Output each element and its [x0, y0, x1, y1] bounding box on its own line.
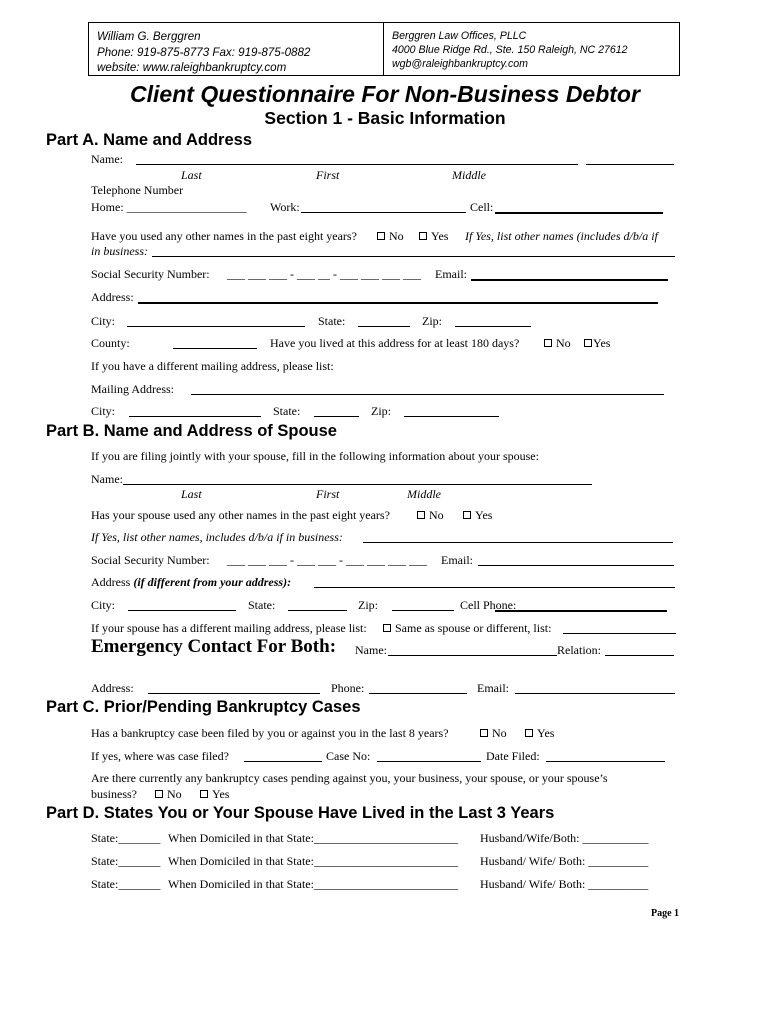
firm-address: 4000 Blue Ridge Rd., Ste. 150 Raleigh, NC 27612	[392, 44, 628, 56]
spouse-ssn-field[interactable]: ___ ___ ___ - ___ ___ - ___ ___ ___ ___	[227, 553, 427, 567]
husband-wife-both-field[interactable]: Husband/Wife/Both: ___________	[480, 831, 649, 845]
first-caption: First	[316, 168, 340, 182]
emergency-relation-input-line[interactable]	[605, 655, 674, 656]
emergency-phone-label: Phone:	[331, 681, 365, 695]
name-input-line[interactable]	[136, 164, 578, 165]
telephone-label: Telephone Number	[91, 183, 184, 197]
mailing-address-label: Mailing Address:	[91, 382, 174, 396]
mailing-zip-input-line[interactable]	[404, 416, 499, 417]
mailing-city-label: City:	[91, 404, 116, 418]
emergency-address-input-line[interactable]	[148, 693, 320, 694]
spouse-email-input-line[interactable]	[478, 565, 674, 566]
attorney-phone: Phone: 919-875-8773 Fax: 919-875-0882	[97, 46, 311, 59]
spouse-intro: If you are filing jointly with your spouse, fill in the following information about your spouse:	[91, 449, 539, 463]
checkbox[interactable]	[155, 790, 163, 798]
email-input-line[interactable]	[471, 279, 668, 281]
emergency-email-label: Email:	[477, 681, 509, 695]
business-question: business?	[91, 787, 137, 801]
spouse-zip-input-line[interactable]	[392, 610, 454, 611]
part-d-heading: Part D. States You or Your Spouse Have Lived in the Last 3 Years	[46, 804, 555, 822]
bankruptcy-filed-question: Has a bankruptcy case been filed by you or against you in the last 8 years?	[91, 726, 449, 740]
spouse-name-label: Name:	[91, 472, 123, 486]
other-names-yes-option[interactable]: Yes	[419, 229, 448, 244]
other-names-input-line[interactable]	[152, 256, 675, 257]
checkbox[interactable]	[200, 790, 208, 798]
state-label: State:	[318, 314, 346, 328]
state-input-line[interactable]	[358, 326, 410, 327]
where-filed-question: If yes, where was case filed?	[91, 749, 229, 763]
address-label: Address:	[91, 290, 134, 304]
spouse-zip-label: Zip:	[358, 598, 378, 612]
section-subtitle: Section 1 - Basic Information	[264, 108, 506, 128]
case-no-input-line[interactable]	[377, 761, 481, 762]
spouse-cell-label: Cell Phone:	[460, 598, 517, 612]
checkbox[interactable]	[383, 624, 391, 632]
spouse-middle-caption: Middle	[407, 487, 441, 501]
state-field[interactable]: State:_______	[91, 831, 161, 845]
attorney-website: website: www.raleighbankruptcy.com	[97, 61, 287, 74]
name-suffix-input-line[interactable]	[586, 164, 674, 165]
checkbox[interactable]	[584, 339, 592, 347]
state-field[interactable]: State:_______	[91, 877, 161, 891]
last-caption: Last	[181, 168, 202, 182]
spouse-other-names-no-option[interactable]: No	[417, 508, 444, 523]
emergency-address-label: Address:	[91, 681, 134, 695]
emergency-phone-input-line[interactable]	[369, 693, 467, 694]
part-b-heading: Part B. Name and Address of Spouse	[46, 422, 337, 440]
city-label: City:	[91, 314, 116, 328]
emergency-heading: Emergency Contact For Both:	[91, 636, 337, 657]
spouse-ssn-label: Social Security Number:	[91, 553, 210, 567]
pending-no-option[interactable]: No	[155, 787, 182, 802]
page-number: Page 1	[651, 908, 680, 919]
lived-180-question: Have you lived at this address for at least 180 days?	[270, 336, 520, 350]
emergency-name-label: Name:	[355, 643, 387, 657]
spouse-mailing-input-line[interactable]	[563, 633, 676, 634]
mailing-city-input-line[interactable]	[129, 416, 261, 417]
spouse-last-caption: Last	[181, 487, 202, 501]
checkbox[interactable]	[419, 232, 427, 240]
bankruptcy-filed-yes-option[interactable]: Yes	[525, 726, 554, 741]
checkbox[interactable]	[463, 511, 471, 519]
part-c-heading: Part C. Prior/Pending Bankruptcy Cases	[46, 698, 361, 716]
mailing-address-input-line[interactable]	[191, 394, 664, 395]
middle-caption: Middle	[452, 168, 486, 182]
work-label: Work:	[270, 200, 300, 214]
domiciled-field[interactable]: When Domiciled in that State:________________________	[168, 877, 458, 891]
city-input-line[interactable]	[127, 326, 305, 327]
zip-input-line[interactable]	[455, 326, 531, 327]
spouse-other-names-yes-option[interactable]: Yes	[463, 508, 492, 523]
emergency-email-input-line[interactable]	[515, 693, 675, 694]
spouse-city-input-line[interactable]	[128, 610, 236, 611]
spouse-address-label: Address (if different from your address):	[91, 575, 292, 589]
date-filed-label: Date Filed:	[486, 749, 540, 763]
domiciled-field[interactable]: When Domiciled in that State:________________________	[168, 831, 458, 845]
spouse-email-label: Email:	[441, 553, 473, 567]
county-input-line[interactable]	[173, 348, 257, 349]
state-field[interactable]: State:_______	[91, 854, 161, 868]
email-label: Email:	[435, 267, 467, 281]
checkbox[interactable]	[480, 729, 488, 737]
in-business-label: in business:	[91, 244, 148, 258]
checkbox[interactable]	[525, 729, 533, 737]
spouse-cell-input-line[interactable]	[495, 610, 667, 612]
spouse-city-label: City:	[91, 598, 116, 612]
lived-no-option[interactable]: No	[544, 336, 571, 351]
firm-name: Berggren Law Offices, PLLC	[392, 30, 527, 42]
page-title: Client Questionnaire For Non-Business Debtor	[130, 81, 640, 107]
spouse-address-input-line[interactable]	[314, 587, 675, 588]
domiciled-field[interactable]: When Domiciled in that State:________________________	[168, 854, 458, 868]
if-yes-instruction: If Yes, list other names (includes d/b/a if	[465, 229, 658, 243]
spouse-other-names-input-line[interactable]	[363, 542, 673, 543]
firm-email: wgb@raleighbankruptcy.com	[392, 58, 528, 70]
zip-label: Zip:	[422, 314, 442, 328]
spouse-name-input-line[interactable]	[123, 484, 592, 485]
work-phone-input-line[interactable]	[301, 212, 466, 213]
spouse-state-label: State:	[248, 598, 276, 612]
ssn-field[interactable]: ___ ___ ___ - ___ __ - ___ ___ ___ ___	[227, 267, 421, 281]
attorney-name: William G. Berggren	[97, 30, 201, 43]
spouse-mailing-question: If your spouse has a different mailing address, please list:	[91, 621, 367, 635]
part-a-heading: Part A. Name and Address	[46, 131, 253, 149]
checkbox[interactable]	[377, 232, 385, 240]
pending-cases-question: Are there currently any bankruptcy cases pending against you, your business, your spouse, or your spouse’s	[91, 771, 608, 785]
letterhead-divider	[383, 22, 384, 76]
lived-yes-option[interactable]: Yes	[584, 336, 610, 351]
spouse-state-input-line[interactable]	[288, 610, 347, 611]
mailing-note: If you have a different mailing address, please list:	[91, 359, 334, 373]
spouse-same-as-option[interactable]: Same as spouse or different, list:	[383, 621, 551, 636]
spouse-first-caption: First	[316, 487, 340, 501]
date-filed-input-line[interactable]	[546, 761, 665, 762]
county-label: County:	[91, 336, 130, 350]
address-input-line[interactable]	[138, 302, 658, 304]
husband-wife-both-field[interactable]: Husband/ Wife/ Both: __________	[480, 854, 649, 868]
pending-yes-option[interactable]: Yes	[200, 787, 229, 802]
name-label: Name:	[91, 152, 123, 166]
cell-label: Cell:	[470, 200, 494, 214]
ssn-label: Social Security Number:	[91, 267, 210, 281]
other-names-no-option[interactable]: No	[377, 229, 404, 244]
husband-wife-both-field[interactable]: Husband/ Wife/ Both: __________	[480, 877, 649, 891]
mailing-zip-label: Zip:	[371, 404, 391, 418]
where-filed-input-line[interactable]	[244, 761, 322, 762]
spouse-if-yes-instruction: If Yes, list other names, includes d/b/a if in business:	[91, 530, 343, 544]
case-no-label: Case No:	[326, 749, 371, 763]
mailing-state-label: State:	[273, 404, 301, 418]
checkbox[interactable]	[544, 339, 552, 347]
emergency-name-input-line[interactable]	[388, 655, 557, 656]
mailing-state-input-line[interactable]	[314, 416, 359, 417]
other-names-question: Have you used any other names in the past eight years?	[91, 229, 357, 243]
cell-phone-input-line[interactable]	[495, 212, 663, 214]
bankruptcy-filed-no-option[interactable]: No	[480, 726, 507, 741]
home-phone-field[interactable]: Home: ____________________	[91, 200, 247, 214]
checkbox[interactable]	[417, 511, 425, 519]
spouse-other-names-question: Has your spouse used any other names in the past eight years?	[91, 508, 390, 522]
emergency-relation-label: Relation:	[557, 643, 601, 657]
